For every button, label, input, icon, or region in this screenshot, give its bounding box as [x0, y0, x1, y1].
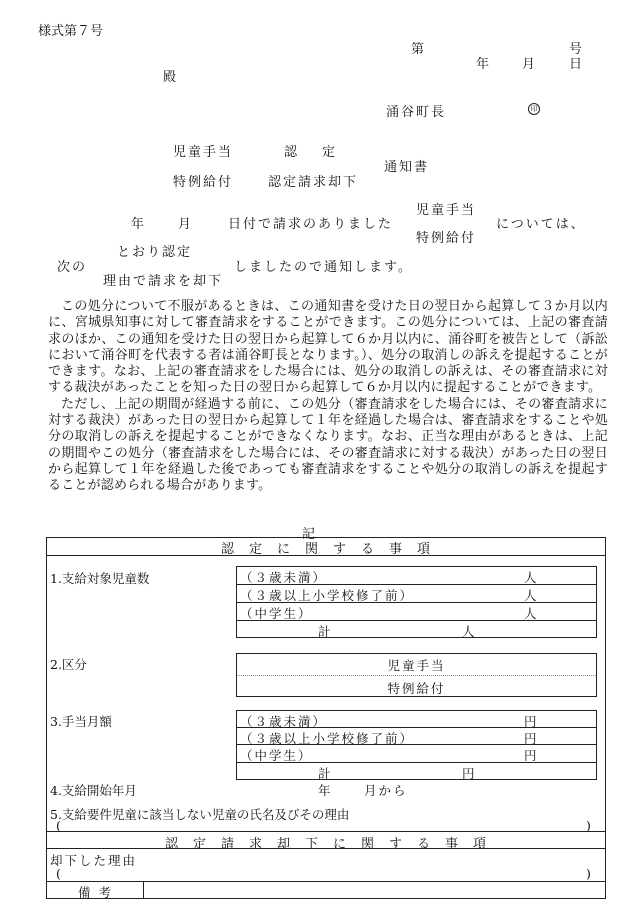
- document-number-suffix: 号: [569, 42, 583, 57]
- item1-unit-2: 人: [524, 588, 537, 603]
- item3-label: 3.手当月額: [50, 714, 112, 729]
- item5-close-paren: ): [586, 818, 591, 833]
- item1-unit-1: 人: [524, 570, 537, 585]
- section1-header: 認 定 に 関 す る 事 項: [220, 542, 431, 557]
- appeal-paragraph-2: ただし、上記の期間が経過する前に、この処分（審査請求をした場合には、その審査請求に対する裁決）があった日の翌日から起算して１年を経過した場合は、審査請求をすることや処分の取消しの訴えを提起することができなくなります。なお、正当な理由があるときは、上記の期間やこの処分（審査請求をした場合には、その審査請求に対する裁決）があった日の翌日から起算して１年を経過した後であっても審査請求をすることや処分の取消しの訴えを提起することが認められる場合があります。: [48, 396, 608, 494]
- seal-mark: 印: [528, 103, 540, 115]
- form-number: 様式第７号: [38, 24, 104, 39]
- item5-label: 5.支給要件児童に該当しない児童の氏名及びその理由: [50, 807, 350, 822]
- intro-month: 月: [178, 217, 192, 232]
- section2-header-rule: [46, 848, 606, 849]
- appeal-paragraph-1: この処分について不服があるときは、この通知書を受けた日の翌日から起算して３か月以内に、宮城県知事に対して審査請求をすることができます。この処分については、上記の審査請求のほか、この通知を受けた日の翌日から起算して６か月以内に、涌谷町を被告として（訴訟において涌谷町を代表する者は涌谷町長となります。）、処分の取消しの訴えを提起することができます。なお、上記の審査請求をした場合には、処分の取消しの訴えは、その審査請求に対する裁決があったことを知った日の翌日から起算して６か月以内に提起することができます。: [48, 299, 608, 396]
- item3-row-junior-high: （中学生）: [240, 748, 313, 763]
- remarks-top-rule: [46, 881, 606, 882]
- section2-top-rule: [46, 831, 606, 832]
- item5-open-paren: (: [56, 818, 61, 833]
- item1-row-elementary: （３歳以上小学校修了前）: [240, 588, 415, 603]
- appeal-notice: [48, 299, 608, 495]
- item4-year: 年: [318, 783, 331, 798]
- intro-option-2: 理由で請求を却下: [103, 274, 224, 289]
- item4-month: 月から: [364, 783, 408, 798]
- item3-row-under3: （３歳未満）: [240, 714, 328, 729]
- title-suffix: 通知書: [384, 160, 430, 175]
- remarks-label: 備考: [78, 885, 120, 900]
- rejection-close-paren: ): [586, 866, 591, 881]
- intro-option-1: とおり認定: [117, 245, 193, 260]
- item3-unit-1: 円: [524, 714, 537, 729]
- document-number-prefix: 第: [411, 42, 425, 57]
- intro-year: 年: [131, 217, 145, 232]
- date-day: 日: [569, 57, 583, 72]
- item3-total-label: 計: [318, 766, 331, 781]
- sender-name: 涌谷町長: [386, 105, 447, 120]
- item3-total-unit: 円: [462, 766, 475, 781]
- item3-unit-2: 円: [524, 731, 537, 746]
- date-year: 年: [476, 57, 490, 72]
- rejection-reason-label: 却下した理由: [50, 853, 138, 868]
- title-allowance-1: 児童手当: [173, 145, 234, 160]
- item2-option-special-benefit: 特例給付: [387, 681, 446, 696]
- title-decision-1: 認 定: [284, 145, 342, 160]
- remarks-divider: [143, 881, 144, 899]
- item1-row-under3: （３歳未満）: [240, 570, 328, 585]
- item1-unit-3: 人: [524, 606, 537, 621]
- item4-label: 4.支給開始年月: [50, 783, 137, 798]
- item1-total-label: 計: [318, 624, 331, 639]
- intro-text: 日付で請求のありました: [228, 217, 394, 232]
- item3-unit-3: 円: [524, 748, 537, 763]
- item2-divider: [237, 675, 596, 676]
- item1-total-unit: 人: [462, 624, 475, 639]
- intro-allowance-1: 児童手当: [416, 203, 477, 218]
- intro-allowance-2: 特例給付: [416, 231, 477, 246]
- rejection-open-paren: (: [56, 866, 61, 881]
- date-month: 月: [522, 57, 536, 72]
- item2-option-child-allowance: 児童手当: [387, 658, 446, 673]
- ki-mark: 記: [302, 527, 316, 542]
- title-allowance-2: 特例給付: [173, 175, 234, 190]
- item2-label: 2.区分: [50, 657, 87, 672]
- item1-label: 1.支給対象児童数: [50, 571, 150, 586]
- intro-end: については、: [496, 217, 586, 232]
- addressee-honorific: 殿: [163, 70, 177, 85]
- item3-row-elementary: （３歳以上小学校修了前）: [240, 731, 415, 746]
- section1-header-rule: [46, 555, 606, 556]
- intro-next: 次の: [57, 260, 88, 275]
- section2-header: 認 定 請 求 却 下 に 関 す る 事 項: [164, 837, 487, 852]
- item1-row-junior-high: （中学生）: [240, 606, 313, 621]
- intro-ending: しましたので通知します。: [234, 260, 413, 275]
- title-decision-2: 認定請求却下: [268, 175, 359, 190]
